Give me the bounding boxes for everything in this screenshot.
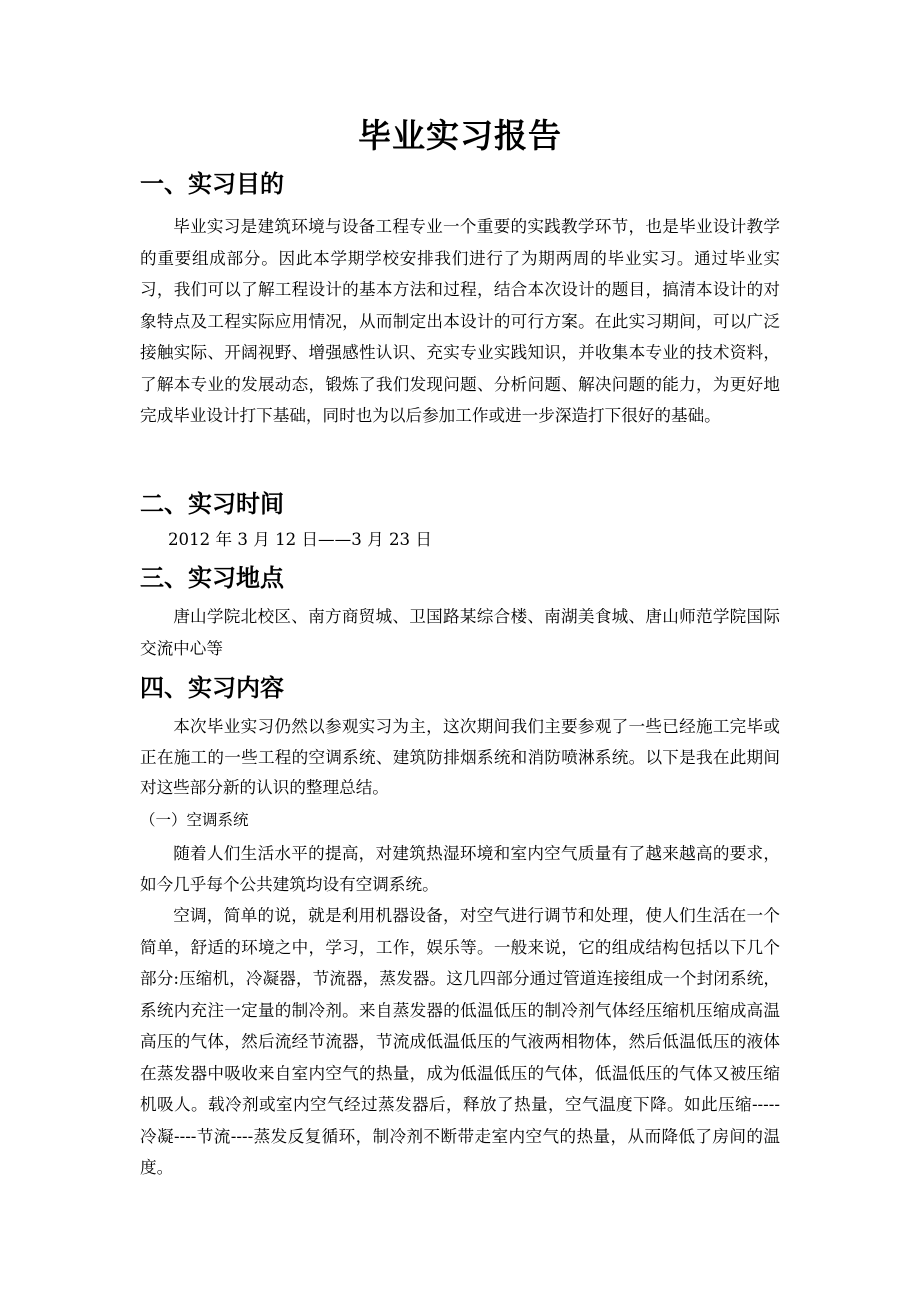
section-paragraph-time: 2012 年 3 月 12 日——3 月 23 日 [168, 530, 432, 549]
subsection-heading-air-conditioning: （一）空调系统 [140, 811, 249, 829]
subsection-paragraph-intro: 随着人们生活水平的提高，对建筑热湿环境和室内空气质量有了越来越高的要求，如今几乎每个公共建筑均设有空调系统。 [140, 844, 780, 894]
section-heading-content: 四、实习内容 [140, 674, 284, 702]
section-heading-purpose: 一、实习目的 [140, 170, 284, 198]
subsection-paragraph-mechanism: 空调，简单的说，就是利用机器设备，对空气进行调节和处理，使人们生活在一个简单，舒适的环境之中，学习，工作，娱乐等。一般来说，它的组成结构包括以下几个部分:压缩机，冷凝器，节流器，蒸发器。这几四部分通过管道连接组成一个封闭系统，系统内充注一定量的制冷剂。来自蒸发器的低温低压的制冷剂气体经压缩机压缩成高温高压的气体，然后流经节流器，节流成低温低压的气液两相物体，然后低温低压的液体在蒸发器中吸收来自室内空气的热量，成为低温低压的气体，低温低压的气体又被压缩机吸人。载冷剂或室内空气经过蒸发器后，释放了热量，空气温度下降。如此压缩-----冷凝----节流----蒸发反复循环，制冷剂不断带走室内空气的热量，从而降低了房间的温度。 [140, 906, 780, 1177]
section-paragraph-purpose: 毕业实习是建筑环境与设备工程专业一个重要的实践教学环节，也是毕业设计教学的重要组成部分。因此本学期学校安排我们进行了为期两周的毕业实习。通过毕业实习，我们可以了解工程设计的基本方法和过程，结合本次设计的题目，搞清本设计的对象特点及工程实际应用情况，从而制定出本设计的可行方案。在此实习期间，可以广泛接触实际、开阔视野、增强感性认识、充实专业实践知识，并收集本专业的技术资料，了解本专业的发展动态，锻炼了我们发现问题、分析问题、解决问题的能力，为更好地完成毕业设计打下基础，同时也为以后参加工作或进一步深造打下很好的基础。 [140, 217, 780, 425]
section-heading-location: 三、实习地点 [140, 564, 284, 592]
section-paragraph-content: 本次毕业实习仍然以参观实习为主，这次期间我们主要参观了一些已经施工完毕或正在施工的一些工程的空调系统、建筑防排烟系统和消防喷淋系统。以下是我在此期间对这些部分新的认识的整理总结。 [140, 717, 780, 797]
section-paragraph-location: 唐山学院北校区、南方商贸城、卫国路某综合楼、南湖美食城、唐山师范学院国际交流中心等 [140, 607, 780, 658]
section-heading-time: 二、实习时间 [140, 490, 284, 518]
document-title: 毕业实习报告 [358, 116, 562, 155]
